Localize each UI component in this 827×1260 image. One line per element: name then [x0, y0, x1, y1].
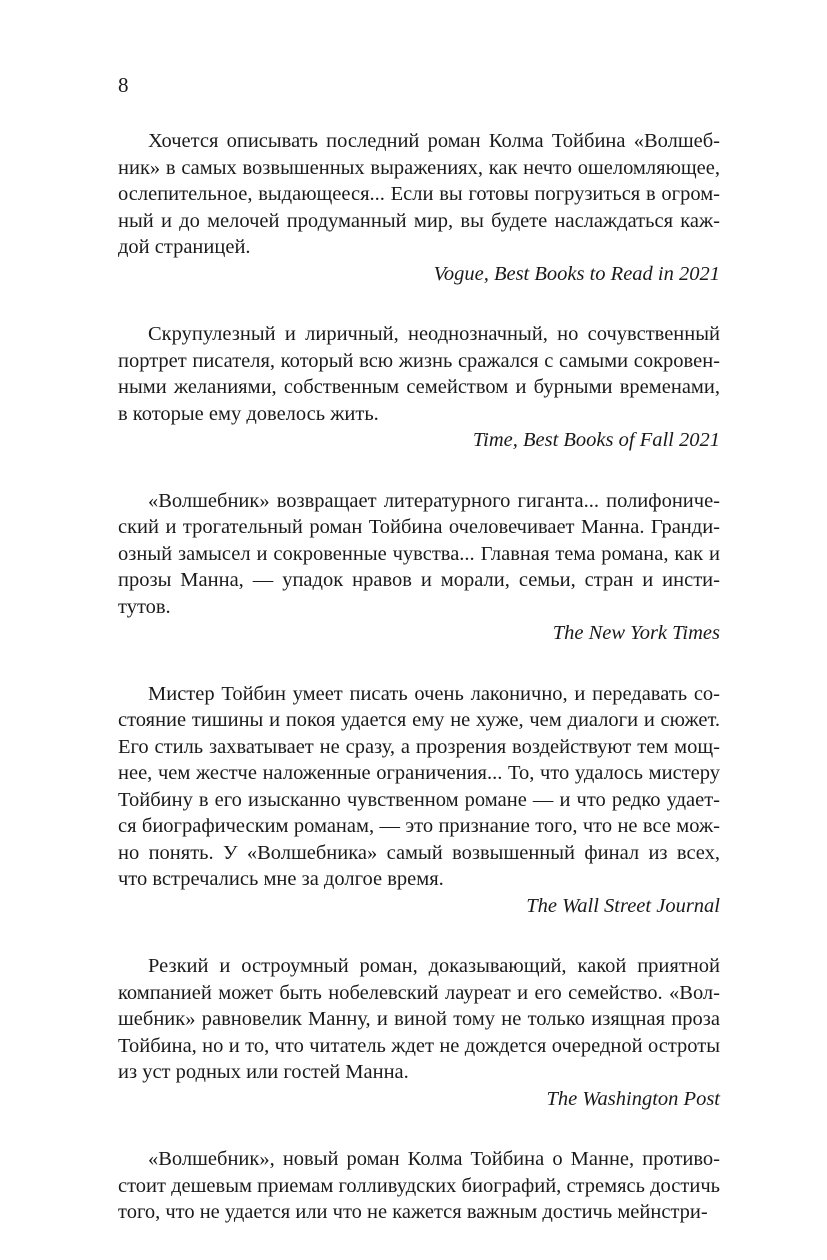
- review-vogue: [118, 128, 720, 287]
- review-source: Time, Best Books of Fall 2021: [472, 429, 720, 451]
- review-quote: Хочется описывать последний роман Колма Тойбина «Волшебник» в самых возвышенных выражениях, как нечто ошеломляющее, ослепительное, выдающееся... Если вы готовы погрузиться в огромный и до мелочей продуманный мир, вы будете наслаждаться каждой страницей.: [118, 130, 720, 258]
- review-quote: Мистер Тойбин умеет писать очень лаконично, и передавать состояние тишины и покоя удается ему не хуже, чем диалоги и сюжет. Его стиль захватывает не сразу, а прозрения воздействуют тем мощнее, чем жестче наложенные ограничения... То, что удалось мистеру Тойбину в его изысканно чувственном романе — и что редко удается биографическим романам, — это признание того, что не все можно понять. У «Волшебника» самый возвышенный финал из всех, что встречались мне за долгое время.: [118, 682, 720, 890]
- review-quote: «Волшебник» возвращает литературного гиганта... полифонический и трогательный роман Тойбина очеловечивает Манна. Грандиозный замысел и сокровенные чувства... Главная тема романа, как и прозы Манна, — упадок нравов и морали, семьи, стран и институтов.: [118, 489, 720, 618]
- review-continued: [118, 1146, 720, 1226]
- reviews-list: [118, 128, 720, 1260]
- review-washington-post: [118, 953, 720, 1112]
- review-nyt: [118, 488, 720, 647]
- review-wsj: [118, 681, 720, 920]
- review-source: Vogue, Best Books to Read in 2021: [433, 262, 720, 285]
- review-source: The Wall Street Journal: [526, 894, 720, 917]
- page-number: 8: [118, 73, 129, 97]
- review-source: The Washington Post: [546, 1087, 720, 1110]
- review-quote: Резкий и остроумный роман, доказывающий, какой приятной компанией может быть нобелевский лауреат и его семейство. «Волшебник» равновелик Манну, и виной тому не только изящная проза Тойбина, но и то, что читатель ждет не дождется очередной остроты из уст родных или гостей Манна.: [118, 955, 720, 1083]
- review-quote: «Волшебник», новый роман Колма Тойбина о Манне, противостоит дешевым приемам голливудских биографий, стремясь достичь того, что не удается или что не кажется важным достичь мейнстри-: [118, 1148, 720, 1223]
- review-source: The New York Times: [552, 622, 720, 644]
- review-quote: Скрупулезный и лиричный, неоднозначный, но сочувственный портрет писателя, который всю жизнь сражался с самыми сокровенными желаниями, собственным семейством и бурными временами, в которые ему довелось жить.: [118, 323, 720, 425]
- review-time: [118, 321, 720, 454]
